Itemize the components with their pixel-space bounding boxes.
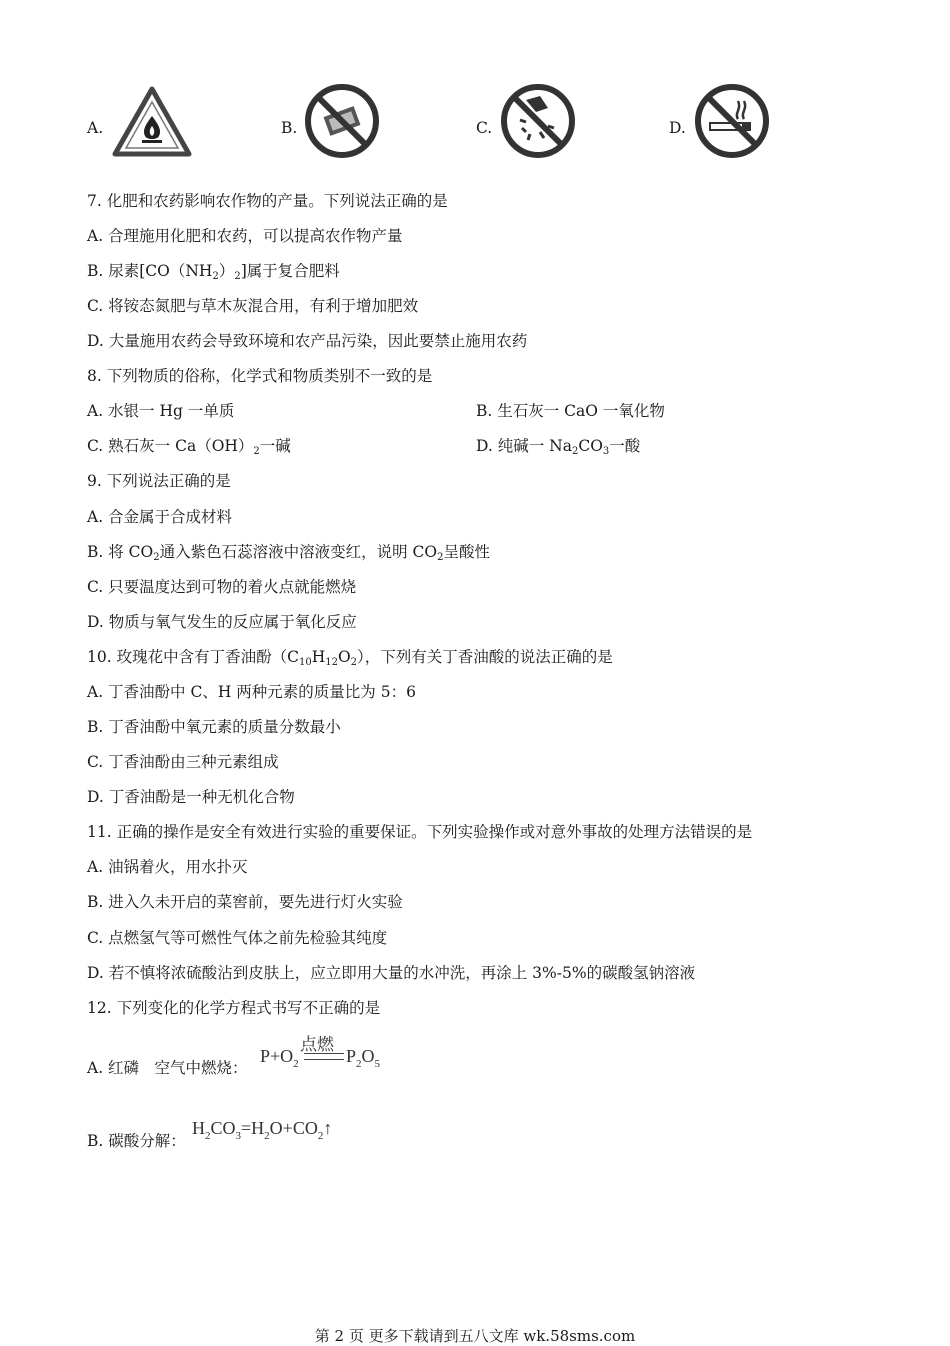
reaction-equals-sign [304, 1053, 344, 1060]
q12-stem: 12. 下列变化的化学方程式书写不正确的是 [87, 999, 381, 1017]
equation-products: $P_2O_5$ [346, 1046, 381, 1070]
q8-option-b: B. 生石灰一 CaO 一氧化物 [476, 402, 665, 420]
q9-option-d: D. 物质与氧气发生的反应属于氧化反应 [87, 613, 357, 631]
q8-stem: 8. 下列物质的俗称，化学式和物质类别不一致的是 [87, 367, 433, 385]
page-footer: 第 2 页 更多下载请到五八文库 wk.58sms.com [314, 1327, 636, 1345]
equation-reactants: $P+O_2$ [260, 1046, 299, 1070]
q12-option-b: B. 碳酸分解： [87, 1132, 186, 1150]
q10-option-c: C. 丁香油酚由三种元素组成 [87, 753, 279, 771]
no-smoking-icon [694, 83, 770, 163]
q10-stem: 10. 玫瑰花中含有丁香油酚$(C_{10}H_{12}O_2)$，下列有关丁香油酸的说法正确的是 [87, 648, 613, 668]
q9-option-c: C. 只要温度达到可物的着火点就能燃烧 [87, 578, 357, 596]
flammable-warning-icon [112, 86, 192, 162]
q7-option-b: B. 尿素$[CO(NH_2)_2]$属于复合肥料 [87, 262, 340, 282]
q10-option-a: A. 丁香油酚中 C、H 两种元素的质量比为 5：6 [87, 683, 416, 701]
q8-option-c: C. 熟石灰一 $Ca(OH)_2$一碱 [87, 437, 291, 457]
q8-option-d: D. 纯碱一 $Na_2CO_3$一酸 [476, 437, 641, 457]
q10-option-d: D. 丁香油酚是一种无机化合物 [87, 788, 295, 806]
q9-stem: 9. 下列说法正确的是 [87, 472, 231, 490]
q7-option-d: D. 大量施用农药会导致环境和农产品污染，因此要禁止施用农药 [87, 332, 528, 350]
q11-option-a: A. 油锅着火，用水扑灭 [87, 858, 248, 876]
q7-option-c: C. 将铵态氮肥与草木灰混合用，有利于增加肥效 [87, 297, 419, 315]
no-fireworks-icon [500, 82, 576, 164]
q10-option-b: B. 丁香油酚中氧元素的质量分数最小 [87, 718, 341, 736]
q11-option-c: C. 点燃氢气等可燃性气体之前先检验其纯度 [87, 929, 388, 947]
option-c-label: C. [476, 119, 493, 137]
q11-stem: 11. 正确的操作是安全有效进行实验的重要保证。下列实验操作或对意外事故的处理方法错误的是 [87, 823, 753, 841]
q8-option-a: A. 水银一 Hg 一单质 [87, 402, 235, 420]
q9-option-b: B. 将 $CO_2$通入紫色石蕊溶液中溶液变红，说明 $CO_2$呈酸性 [87, 543, 491, 563]
q12-option-a: A. 红磷 空气中燃烧： [87, 1059, 248, 1077]
q11-option-b: B. 进入久未开启的菜窖前，要先进行灯火实验 [87, 893, 403, 911]
q11-option-d: D. 若不慎将浓硫酸沾到皮肤上，应立即用大量的水冲洗，再涂上 3%-5%的碳酸氢钠溶液 [87, 964, 696, 982]
option-d-label: D. [669, 119, 686, 137]
q7-stem: 7. 化肥和农药影响农作物的产量。下列说法正确的是 [87, 192, 448, 210]
q7-option-a: A. 合理施用化肥和农药，可以提高农作物产量 [87, 227, 403, 245]
no-matches-icon [304, 83, 380, 163]
option-a-label: A. [87, 119, 104, 137]
option-b-label: B. [281, 119, 298, 137]
reaction-condition: 点燃 [300, 1035, 334, 1055]
q9-option-a: A. 合金属于合成材料 [87, 508, 233, 526]
equation-carbonic-acid: $H_2CO_3=H_2O+CO_2↑$ [192, 1118, 333, 1142]
